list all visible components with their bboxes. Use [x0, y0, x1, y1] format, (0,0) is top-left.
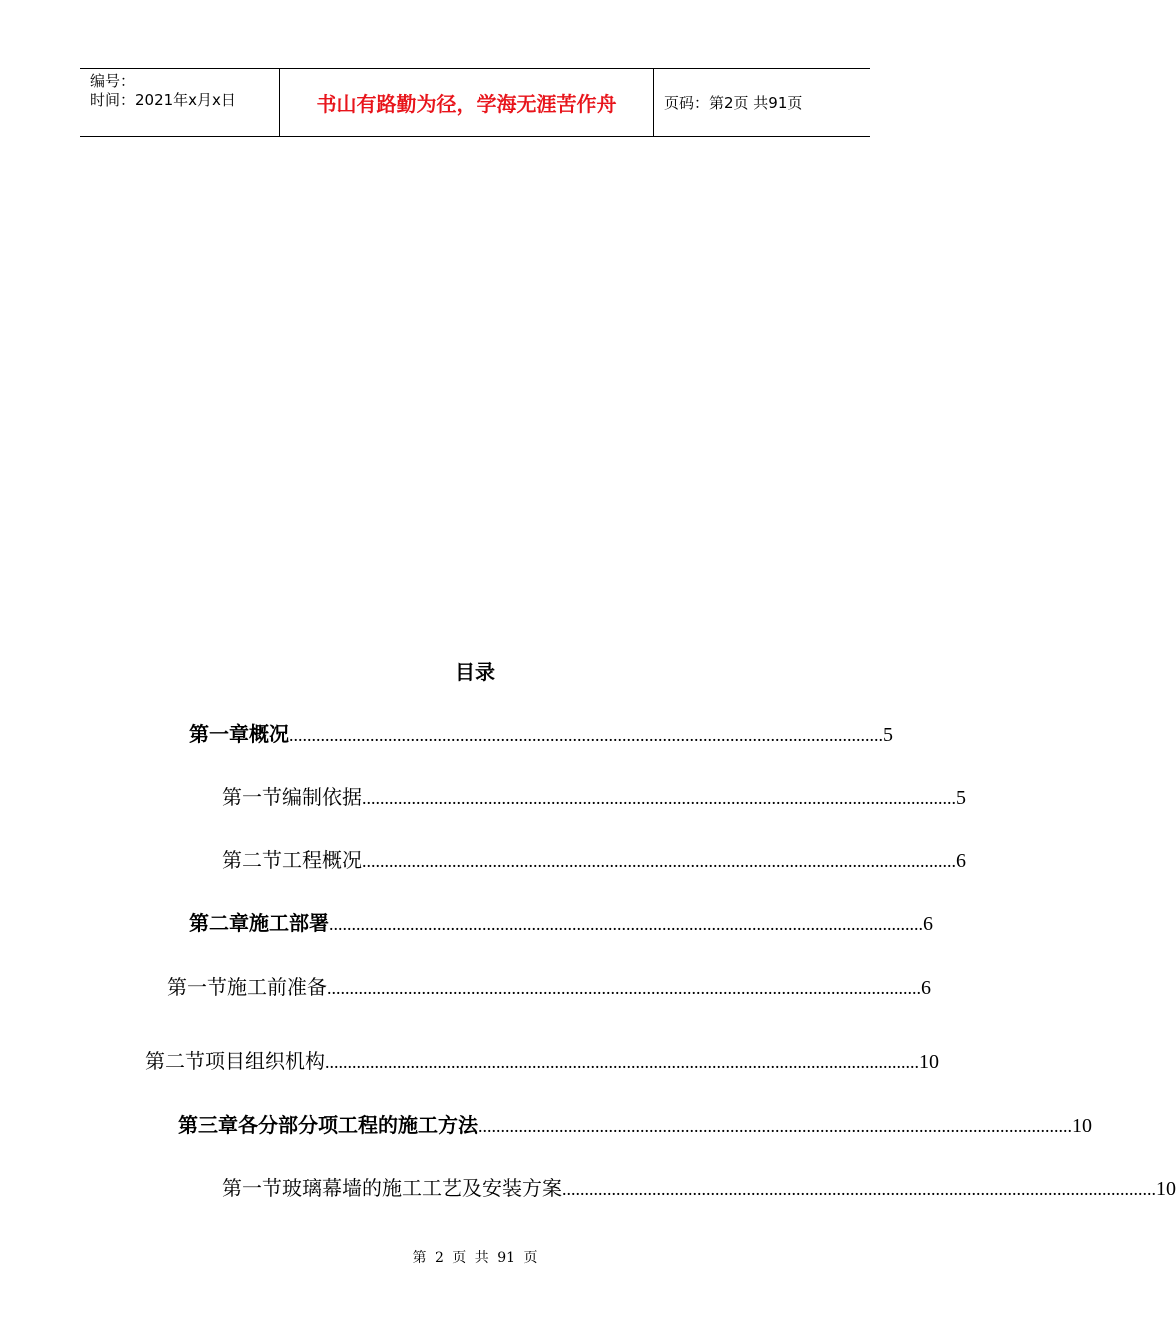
- toc-entry-chapter: 第一节: [167, 975, 227, 999]
- toc-entry-leader: ....................................................................................................................................: [289, 725, 883, 745]
- toc-entry-page: 10: [1156, 1178, 1176, 1200]
- toc-entry-chapter: 第二节: [222, 848, 282, 872]
- toc-entry-leader: ....................................................................................................................................: [562, 1179, 1156, 1199]
- toc-entry-page: 10: [919, 1051, 939, 1073]
- toc-entry-page: 6: [923, 913, 933, 935]
- toc-entry[interactable]: [167, 971, 931, 999]
- toc-entry-page: 6: [956, 850, 966, 872]
- toc-entry[interactable]: [222, 1172, 1176, 1200]
- toc-entry-page: 5: [883, 724, 893, 746]
- header-meta: [80, 69, 280, 136]
- toc-entry-chapter: 第二章: [189, 911, 249, 935]
- toc-entry-leader: ....................................................................................................................................: [362, 788, 956, 808]
- toc-entry-leader: ....................................................................................................................................: [327, 978, 921, 998]
- toc-entry-chapter: 第一节: [222, 1176, 282, 1200]
- toc-entry-page: 5: [956, 787, 966, 809]
- toc-entry[interactable]: [222, 844, 966, 872]
- toc-entry-page: 10: [1072, 1115, 1092, 1137]
- toc-entry-leader: ....................................................................................................................................: [325, 1052, 919, 1072]
- page-footer: 第 2 页 共 91 页: [412, 1250, 538, 1266]
- toc-entry-chapter: 第一章: [189, 722, 249, 746]
- toc-title: 目录: [455, 660, 495, 684]
- toc-entry-title: 项目组织机构: [205, 1049, 325, 1073]
- toc-entry-title: 各分部分项工程的施工方法: [238, 1113, 478, 1137]
- toc-entry[interactable]: [189, 718, 893, 746]
- toc-entry-chapter: 第一节: [222, 785, 282, 809]
- toc-entry-title: 概况: [249, 722, 289, 746]
- toc-entry-title: 玻璃幕墙的施工工艺及安装方案: [282, 1176, 562, 1200]
- toc-entry-title: 施工部署: [249, 911, 329, 935]
- header-time-label: 时间：2021年x月x日: [90, 91, 236, 109]
- toc-entry[interactable]: [222, 781, 966, 809]
- toc-entry-page: 6: [921, 977, 931, 999]
- toc-entry-title: 工程概况: [282, 848, 362, 872]
- toc-entry-chapter: 第二节: [145, 1049, 205, 1073]
- header-motto: 书山有路勤为径，学海无涯苦作舟: [280, 69, 654, 136]
- toc-entry-title: 施工前准备: [227, 975, 327, 999]
- toc-entry[interactable]: [189, 907, 933, 935]
- toc-entry[interactable]: [145, 1045, 939, 1073]
- toc-entry-leader: ....................................................................................................................................: [478, 1116, 1072, 1136]
- toc-entry-leader: ....................................................................................................................................: [362, 851, 956, 871]
- toc-entry[interactable]: [178, 1109, 1092, 1137]
- page-header: [80, 68, 870, 137]
- toc-entry-title: 编制依据: [282, 785, 362, 809]
- toc-entry-chapter: 第三章: [178, 1113, 238, 1137]
- header-number-label: 编号：: [90, 72, 136, 90]
- toc-entry-leader: ....................................................................................................................................: [329, 914, 923, 934]
- header-page-info: 页码：第2页 共91页: [664, 94, 803, 112]
